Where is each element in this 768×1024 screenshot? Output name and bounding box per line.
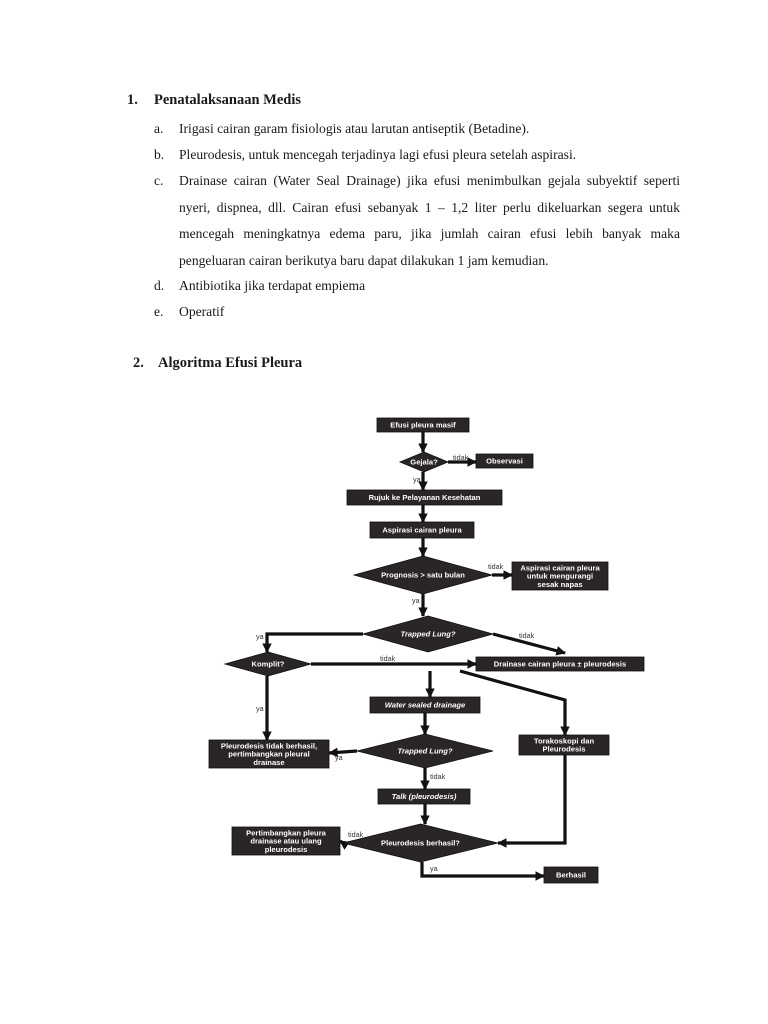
list-text: Irigasi cairan garam fisiologis atau larutan antiseptik (Betadine). [179,121,530,136]
flowchart-edge-label-tidak: tidak [380,654,396,663]
flowchart-node-berhasil_q [343,824,498,862]
flowchart-node-gejala [400,452,448,472]
flowchart-node-trapped2 [357,734,493,768]
list-text: Pleurodesis, untuk mencegah terjadinya lagi efusi pleura setelah aspirasi. [179,147,577,162]
flowchart-node-label: Talk (pleurodesis) [391,792,457,802]
flowchart-edge-label-ya: ya [256,632,264,641]
flowchart-edge-label-tidak: tidak [348,830,364,839]
flowchart-node-observasi [476,454,533,468]
flowchart-node-talk [378,789,470,804]
flowchart-edge-label-tidak: tidak [453,453,469,462]
flowchart-connector [422,862,544,876]
flowchart-node-label: Aspirasi cairan pleura [382,525,462,535]
list-item-b [154,142,680,169]
flowchart-node-label: Rujuk ke Pelayanan Kesehatan [368,493,481,503]
flowchart-node-label: Trapped Lung? [400,629,456,639]
flowchart-edge-label-ya: ya [430,864,438,873]
flowchart-node-label: Water sealed drainage [384,700,466,710]
flowchart-node-label: Aspirasi cairan pleura [520,563,600,573]
flowchart-node-water [370,697,480,713]
list-text: Operatif [179,304,225,319]
flowchart-edge-label-ya: ya [413,475,421,484]
list-letter: b. [154,147,165,162]
section-1-number: 1. [127,92,138,108]
list-item-c [154,168,680,274]
flowchart-node-rujuk [347,490,502,505]
list-text: Antibiotika jika terdapat empiema [179,278,366,293]
list-letter: e. [154,304,164,319]
flowchart-node-label: untuk mengurangi [526,571,594,581]
flowchart-node-drainase [476,657,644,671]
flowchart-node-label: sesak napas [537,579,583,589]
list-letter: a. [154,121,164,136]
flowchart-node-label: pertimbangkan pleural [228,749,310,759]
list-item-d [154,273,680,300]
flowchart-node-label: Prognosis > satu bulan [381,570,465,580]
flowchart-node-label: Gejala? [410,457,438,467]
flowchart-connector [267,634,363,652]
flowchart-node-label: Observasi [486,456,523,466]
flowchart-node-berhasil [544,867,598,883]
flowchart-edge-label-ya: ya [256,704,264,713]
flowchart-node-label: Drainase cairan pleura ± pleurodesis [493,659,627,669]
flowchart-node-torakoskopi [519,735,609,755]
flowchart-edge-label-ya: ya [412,596,420,605]
flowchart-node-aspirasi2 [512,562,608,590]
section-2-number: 2. [133,355,144,371]
flowchart [0,400,768,900]
flowchart-edge-label-tidak: tidak [430,772,446,781]
list-letter: d. [154,278,165,293]
flowchart-node-label: Pleurodesis berhasil? [381,838,460,848]
flowchart-connector [340,841,343,843]
list-text: Drainase cairan (Water Seal Drainage) jika efusi menimbulkan gejala subyektif seperti nyeri, dispnea, dll. Cairan efusi sebanyak 1 – 1,2 liter perlu dikeluarkan segera untuk mencegah meningkatnya edema paru, jika jumlah cairan efusi lebih banyak maka pengeluaran cairan berikutya baru dapat dilakukan 1 jam kemudian. [179,173,680,268]
flowchart-node-efusi [377,418,469,432]
flowchart-node-gagal [209,740,329,768]
flowchart-connector [498,755,565,843]
flowchart-node-label: Pleurodesis [542,744,586,754]
list-item-e [154,299,680,326]
flowchart-node-label: Pleurodesis tidak berhasil, [220,741,318,751]
flowchart-node-komplit [225,652,311,676]
flowchart-node-label: Pertimbangkan pleura [246,828,326,838]
flowchart-edge-label-tidak: tidak [519,631,535,640]
flowchart-node-pertimbangkan [232,827,340,855]
list-letter: c. [154,173,164,188]
list-item-a [154,116,680,143]
section-1-title: Penatalaksanaan Medis [154,92,302,108]
flowchart-node-label: Komplit? [251,659,285,669]
flowchart-node-label: Torakoskopi dan [533,736,595,746]
flowchart-node-label: drainase atau ulang [250,836,322,846]
flowchart-node-trapped1 [363,616,493,652]
flowchart-node-label: Trapped Lung? [397,746,453,756]
flowchart-node-label: Efusi pleura masif [390,420,456,430]
flowchart-node-aspirasi [370,522,474,538]
flowchart-connector [329,751,357,753]
flowchart-edge-label-tidak: tidak [488,562,504,571]
flowchart-node-prognosis [354,556,492,594]
section-2-title: Algoritma Efusi Pleura [158,355,303,371]
flowchart-node-label: drainase [253,757,285,767]
flowchart-node-label: Berhasil [556,870,586,880]
flowchart-node-label: pleurodesis [264,844,308,854]
flowchart-edge-label-ya: ya [335,753,343,762]
